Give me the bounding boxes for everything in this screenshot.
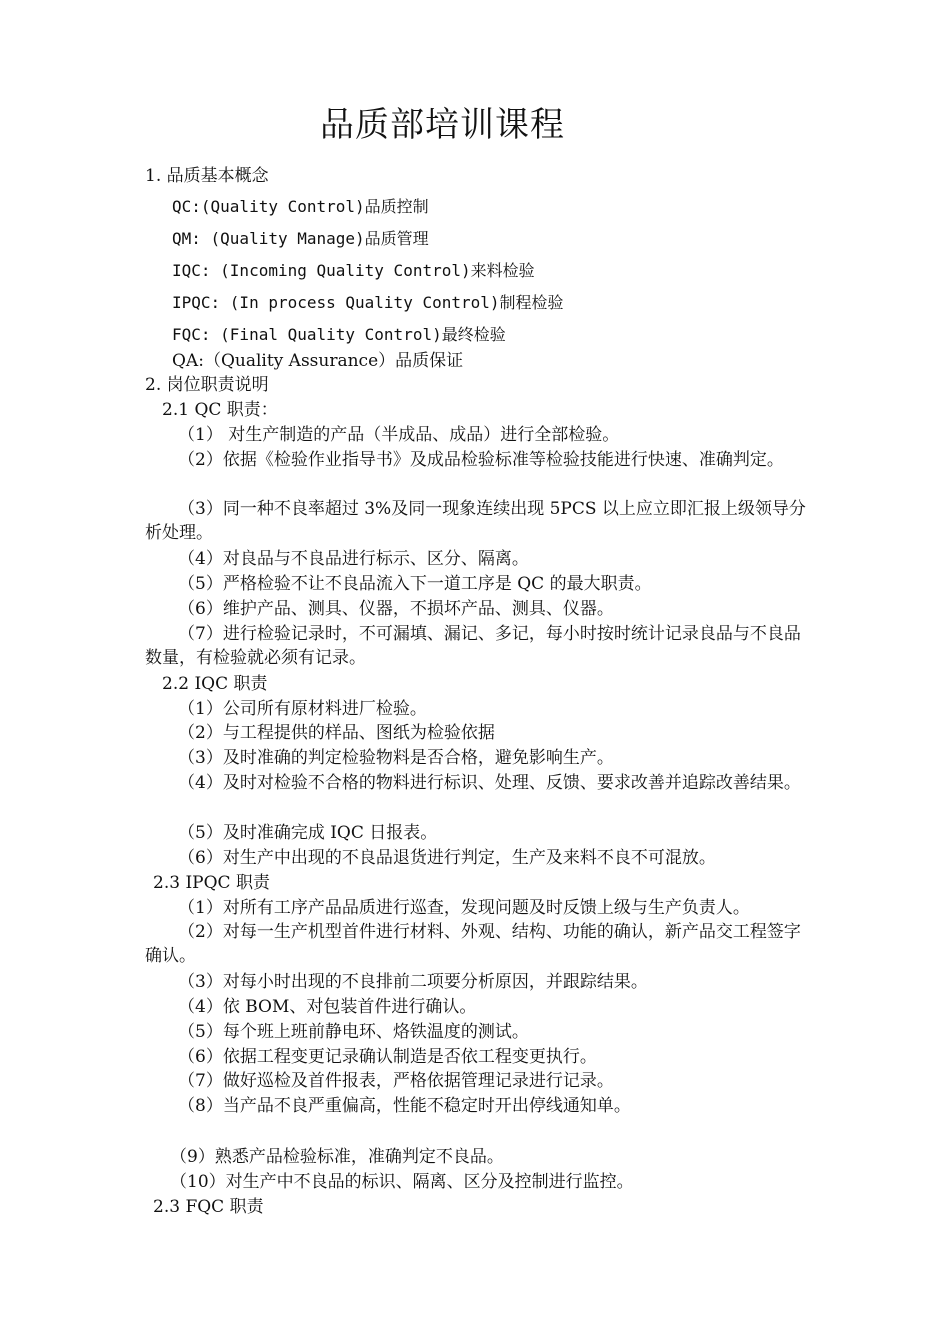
duty-item: （2）依据《检验作业指导书》及成品检验标准等检验技能进行快速、准确判定。 xyxy=(178,450,784,470)
concept-item: QM: (Quality Manage)品质管理 xyxy=(172,229,429,248)
duty-item: （9）熟悉产品检验标准，准确判定不良品。 xyxy=(170,1147,504,1167)
concept-item: IPQC: (In process Quality Control)制程检验 xyxy=(172,293,564,312)
duty-item: （5）及时准确完成 IQC 日报表。 xyxy=(178,823,438,843)
duty-item: （3）同一种不良率超过 3%及同一现象连续出现 5PCS 以上应立即汇报上级领导分析处理。 xyxy=(145,499,806,543)
duty-item: （5）每个班上班前静电环、烙铁温度的测试。 xyxy=(178,1022,529,1042)
duty-item: （4）及时对检验不合格的物料进行标识、处理、反馈、要求改善并追踪改善结果。 xyxy=(178,773,801,793)
duty-item: （6）依据工程变更记录确认制造是否依工程变更执行。 xyxy=(178,1047,597,1067)
duty-item: （2）与工程提供的样品、图纸为检验依据 xyxy=(178,723,495,743)
duty-item: （1）对所有工序产品品质进行巡查，发现问题及时反馈上级与生产负责人。 xyxy=(178,898,750,918)
duty-item: （1） 对生产制造的产品（半成品、成品）进行全部检验。 xyxy=(178,425,620,445)
duty-item: （2）对每一生产机型首件进行材料、外观、结构、功能的确认，新产品交工程签字确认。 xyxy=(145,922,801,966)
duty-item: （7）做好巡检及首件报表，严格依据管理记录进行记录。 xyxy=(178,1071,614,1091)
duty-item: （7）进行检验记录时，不可漏填、漏记、多记，每小时按时统计记录良品与不良品数量，有检验就必须有记录。 xyxy=(145,624,801,668)
duty-item: （5）严格检验不让不良品流入下一道工序是 QC 的最大职责。 xyxy=(178,574,652,594)
section-heading: 1. 品质基本概念 xyxy=(145,166,269,186)
section-heading: 2. 岗位职责说明 xyxy=(145,375,269,395)
duty-item: （4）依 BOM、对包装首件进行确认。 xyxy=(178,997,477,1017)
duty-item: （1）公司所有原材料进厂检验。 xyxy=(178,699,427,719)
document-title: 品质部培训课程 xyxy=(320,105,565,145)
subsection-heading: 2.3 IPQC 职责 xyxy=(153,873,270,893)
concept-item: FQC: (Final Quality Control)最终检验 xyxy=(172,325,506,344)
subsection-heading: 2.1 QC 职责： xyxy=(162,400,278,420)
subsection-heading: 2.2 IQC 职责 xyxy=(162,674,268,694)
duty-item: （3）对每小时出现的不良排前二项要分析原因，并跟踪结果。 xyxy=(178,972,648,992)
concept-item: IQC: (Incoming Quality Control)来料检验 xyxy=(172,261,535,280)
duty-item: （3）及时准确的判定检验物料是否合格，避免影响生产。 xyxy=(178,748,614,768)
concept-item: QC:(Quality Control)品质控制 xyxy=(172,197,429,216)
concept-item: QA:（Quality Assurance）品质保证 xyxy=(172,351,464,371)
subsection-heading: 2.3 FQC 职责 xyxy=(153,1197,264,1217)
duty-item: （10）对生产中不良品的标识、隔离、区分及控制进行监控。 xyxy=(170,1172,634,1192)
duty-item: （6）对生产中出现的不良品退货进行判定，生产及来料不良不可混放。 xyxy=(178,848,716,868)
duty-item: （8）当产品不良严重偏高，性能不稳定时开出停线通知单。 xyxy=(178,1096,631,1116)
duty-item: （4）对良品与不良品进行标示、区分、隔离。 xyxy=(178,549,529,569)
duty-item: （6）维护产品、测具、仪器，不损坏产品、测具、仪器。 xyxy=(178,599,614,619)
